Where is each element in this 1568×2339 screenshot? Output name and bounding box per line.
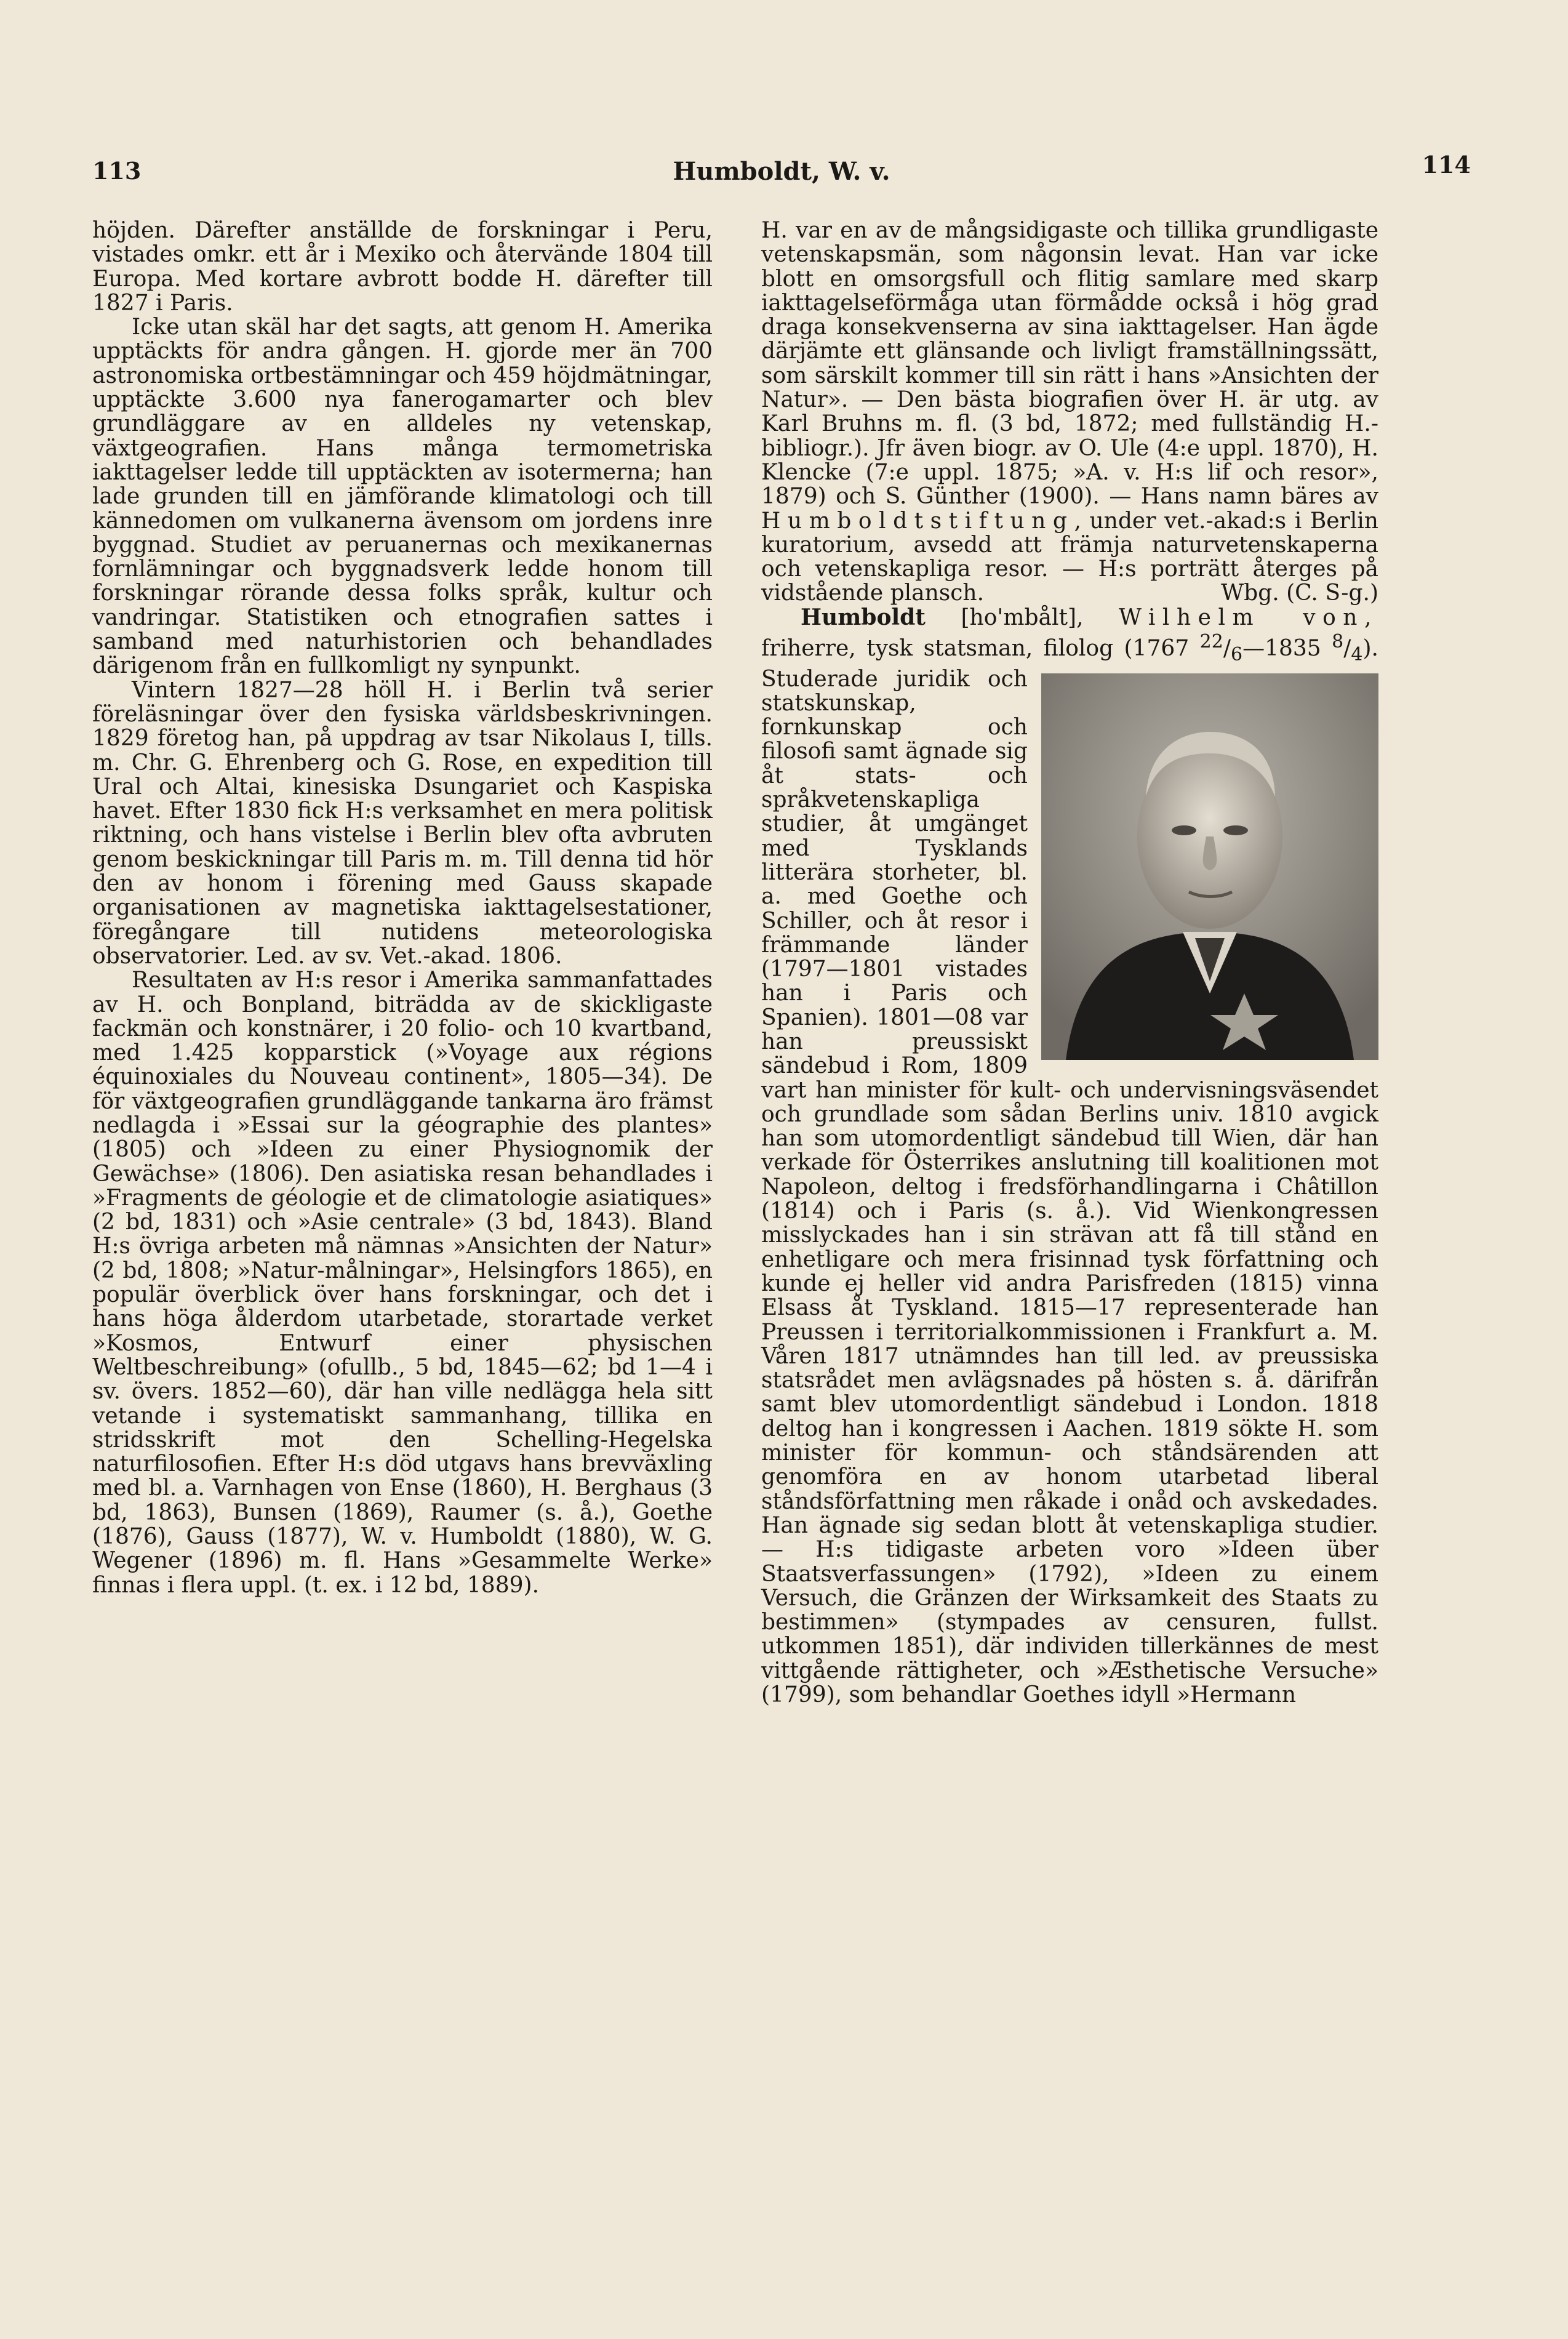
entry-intro: friherre, tysk statsman, filolog (1767	[761, 636, 1190, 662]
page-number-left: 113	[92, 157, 142, 185]
portrait-image	[1041, 673, 1378, 1060]
author-signature: Wbg. (C. S-g.)	[1221, 580, 1378, 606]
birth-month: 6	[1231, 644, 1243, 666]
entry-text: ). Studerade juridik och statskunskap, fornkunskap och filosofi samt ägnade sig åt stats- och språkvetenskapliga studier, åt umgänget med Tysklands litterära storheter, bl. a. med Goethe och Schiller, och åt resor i främmande länder (1797—1801 vistades han i Paris och Spanien). 1801—08 var han preussiskt sändebud i Rom, 1809 vart han minister för kult- och undervisningsväsendet och grundlade som sådan Berlins univ. 1810 avgick han som utomordentligt sändebud till Wien, där han verkade för Österrikes anslutning till koalitionen mot Napoleon, deltog i fredsförhandlingarna i Châtillon (1814) och i Paris (s. å.). Vid Wienkongressen misslyckades han i sin strävan att få till stånd en enhetligare och mera frisinnad tysk författning och kunde ej heller vid andra Parisfreden (1815) vinna Elsass åt Tyskland. 1815—17 representerade han Preussen i territorialkommissionen i Frankfurt a. M. Våren 1817 utnämndes han till led. av preussiska statsrådet men avlägsnades på hösten s. å. därifrån samt blev utomordentligt sändebud i London. 1818 deltog han i kongressen i Aachen. 1819 sökte H. som minister för kommun- och ståndsärenden att genomföra en av honom utarbetad liberal ståndsförfattning men råkade i onåd och avskedades. Han ägnade sig sedan blott åt vetenskapliga studier. — H:s tidigaste arbeten voro »Ideen über Staatsverfassungen» (1792), »Ideen zu einem Versuch, die Gränzen der Wirksamkeit des Staats zu bestimmen» (stympades av censuren, fullst. utkommen 1851), där individen tillerkännes de mest vittgående rättigheter, och »Æsthetische Versuche» (1799), som behandlar Goethes idyll »Hermann	[761, 636, 1378, 1707]
entry-name: Wilhelm von,	[1119, 604, 1378, 630]
page-header	[92, 151, 1471, 194]
left-column	[92, 219, 713, 1597]
left-paragraph-4: Resultaten av H:s resor i Amerika sammanfattades av H. och Bonpland, biträdda av de skickligaste fackmän och konstnärer, i 20 folio- och 10 kvartband, med 1.425 kopparstick (»Voyage aux régions équinoxiales du Nouveau continent», 1805—34). De för växtgeografien grundläggande tankarna äro främst nedlagda i »Essai sur la géographie des plantes» (1805) och »Ideen zu einer Physiognomik der Gewächse» (1806). Den asiatiska resan behandlades i »Fragments de géologie et de climatologie asiatiques» (2 bd, 1831) och »Asie centrale» (3 bd, 1843). Bland H:s övriga arbeten må nämnas »Ansichten der Natur» (2 bd, 1808; »Natur-målningar», Helsingfors 1865), en populär överblick över hans forskningar, och det i hans höga ålderdom utarbetade, storartade verket »Kosmos, Entwurf einer physischen Weltbeschreibung» (ofullb., 5 bd, 1845—62; bd 1—4 i sv. övers. 1852—60), där han ville nedlägga hela sitt vetande i systematiskt sammanhang, tillika en stridsskrift mot den Schelling-Hegelska naturfilosofien. Efter H:s död utgavs hans brevväxling med bl. a. Varnhagen von Ense (1860), H. Berghaus (3 bd, 1863), Bunsen (1869), Raumer (s. å.), Goethe (1876), Gauss (1877), W. v. Humboldt (1880), W. G. Wegener (1896) m. fl. Hans »Gesammelte Werke» finnas i flera uppl. (t. ex. i 12 bd, 1889).	[92, 968, 713, 1598]
paragraph-text-b: , under vet.-akad:s i Berlin kuratorium, avsedd att främja naturvetenskaperna och vetenskapliga resor. — H:s porträtt återges på vidstående plansch.	[761, 508, 1378, 606]
birth-day: 22	[1199, 631, 1223, 653]
page-number-right: 114	[1422, 151, 1471, 179]
death-day: 8	[1332, 631, 1344, 653]
foundation-name: Humboldtstiftung	[761, 508, 1074, 534]
entry-dates: —1835	[1242, 636, 1321, 662]
paragraph-text-a: H. var en av de mångsidigaste och tillika grundligaste vetenskapsmän, som någonsin levat. Han var icke blott en omsorgsfull och flitig samlare med skarp iakttagelseförmåga utan förmådde också i hög grad draga konsekvenserna av sina iakttagelser. Han ägde därjämte ett glänsande och livligt framställningssätt, som särskilt kommer till sin rätt i hans »Ansichten der Natur». — Den bästa biografien över H. är utg. av Karl Bruhns m. fl. (3 bd, 1872; med fullständig H.-bibliogr.). Jfr även biogr. av O. Ule (4:e uppl. 1870), H. Klencke (7:e uppl. 1875; »A. v. H:s lif och resor», 1879) och S. Günther (1900). — Hans namn bäres av	[761, 218, 1378, 510]
right-paragraph-1	[761, 219, 1378, 606]
entry-pronunciation: [ho'mbålt],	[961, 604, 1084, 630]
left-paragraph-2: Icke utan skäl har det sagts, att genom H. Amerika upptäckts för andra gången. H. gjorde mer än 700 astronomiska ortbestämningar och 459 höjdmätningar, upptäckte 3.600 nya fanerogamarter och blev grundläggare av en alldeles ny vetenskap, växtgeografien. Hans många termometriska iakttagelser ledde till upptäckten av isotermerna; han lade grunden till en jämförande klimatologi och till kännedomen om vulkanerna ävensom om jordens inre byggnad. Studiet av peruanernas och mexikanernas fornlämningar och byggnadsverk ledde honom till forskningar rörande dessa folks språk, kultur och vandringar. Statistiken och etnografien sattes i samband med naturhistorien och behandlades därigenom från en fullkomligt ny synpunkt.	[92, 315, 713, 679]
portrait-photo	[1041, 673, 1378, 1060]
entry-headword: Humboldt	[801, 604, 926, 630]
entry-wilhelm: Humboldt [ho'mbålt], Wilhelm von, friherre, tysk statsman, filolog (1767 $^{22}/_6—1835$ $^8/_4$ ). Studerade juridik och statskunskap, fornkunskap och filosofi samt ägnade sig åt stats- och språkvetenskapliga studier, åt umgänget med Tysklands litterära storheter, bl. a. med Goethe och Schiller, och åt resor i främmande länder (1797—1801 vistades han i Paris och Spanien). 1801—08 var han preussiskt sändebud i Rom, 1809 vart han minister för kult- och undervisningsväsendet och grundlade som sådan Berlins univ. 1810 avgick han som utomordentligt sändebud till Wien, där han verkade för Österrikes anslutning till koalitionen mot Napoleon, deltog i fredsförhandlingarna i Châtillon (1814) och i Paris (s. å.). Vid Wienkongressen misslyckades han i sin strävan att få till stånd en enhetligare och mera frisinnad tysk författning och kunde ej heller vid andra Parisfreden (1815) vinna Elsass åt Tyskland. 1815—17 representerade han Preussen i territorialkommissionen i Frankfurt a. M. Våren 1817 utnämndes han till led. av preussiska statsrådet men avlägsnades på hösten s. å. därifrån samt blev utomordentligt sändebud i London. 1818 deltog han i kongressen i Aachen. 1819 sökte H. som minister för kommun- och ståndsärenden att genomföra en av honom utarbetad liberal ståndsförfattning men råkade i onåd och avskedades. Han ägnade sig sedan blott åt vetenskapliga studier. — H:s tidigaste arbeten voro »Ideen über Staatsverfassungen» (1792), »Ideen zu einem Versuch, die Gränzen der Wirksamkeit des Staats zu bestimmen» (stympades av censuren, fullst. utkommen 1851), där individen tillerkännes de mest vittgående rättigheter, och »Æsthetische Versuche» (1799), som behandlar Goethes idyll »Hermann	[761, 604, 1378, 1707]
left-paragraph-1: höjden. Därefter anställde de forskningar i Peru, vistades omkr. ett år i Mexiko och återvände 1804 till Europa. Med kortare avbrott bodde H. därefter till 1827 i Paris.	[92, 218, 713, 316]
running-title: Humboldt, W. v.	[673, 157, 890, 186]
left-paragraph-3: Vintern 1827—28 höll H. i Berlin två serier föreläsningar över den fysiska världsbeskrivningen. 1829 företog han, på uppdrag av tsar Nikolaus I, tills. m. Chr. G. Ehrenberg och G. Rose, en expedition till Ural och Altai, kinesiska Dsungariet och Kaspiska havet. Efter 1830 fick H:s verksamhet en mera politisk riktning, och hans vistelse i Berlin blev ofta avbruten genom beskickningar till Paris m. m. Till denna tid hör den av honom i förening med Gauss skapade organisationen av magnetiska iakttagelsestationer, föregångare till nutidens meteorologiska observatorier. Led. av sv. Vet.-akad. 1806.	[92, 677, 713, 969]
death-month: 4	[1351, 644, 1363, 666]
right-column	[761, 219, 1378, 1707]
